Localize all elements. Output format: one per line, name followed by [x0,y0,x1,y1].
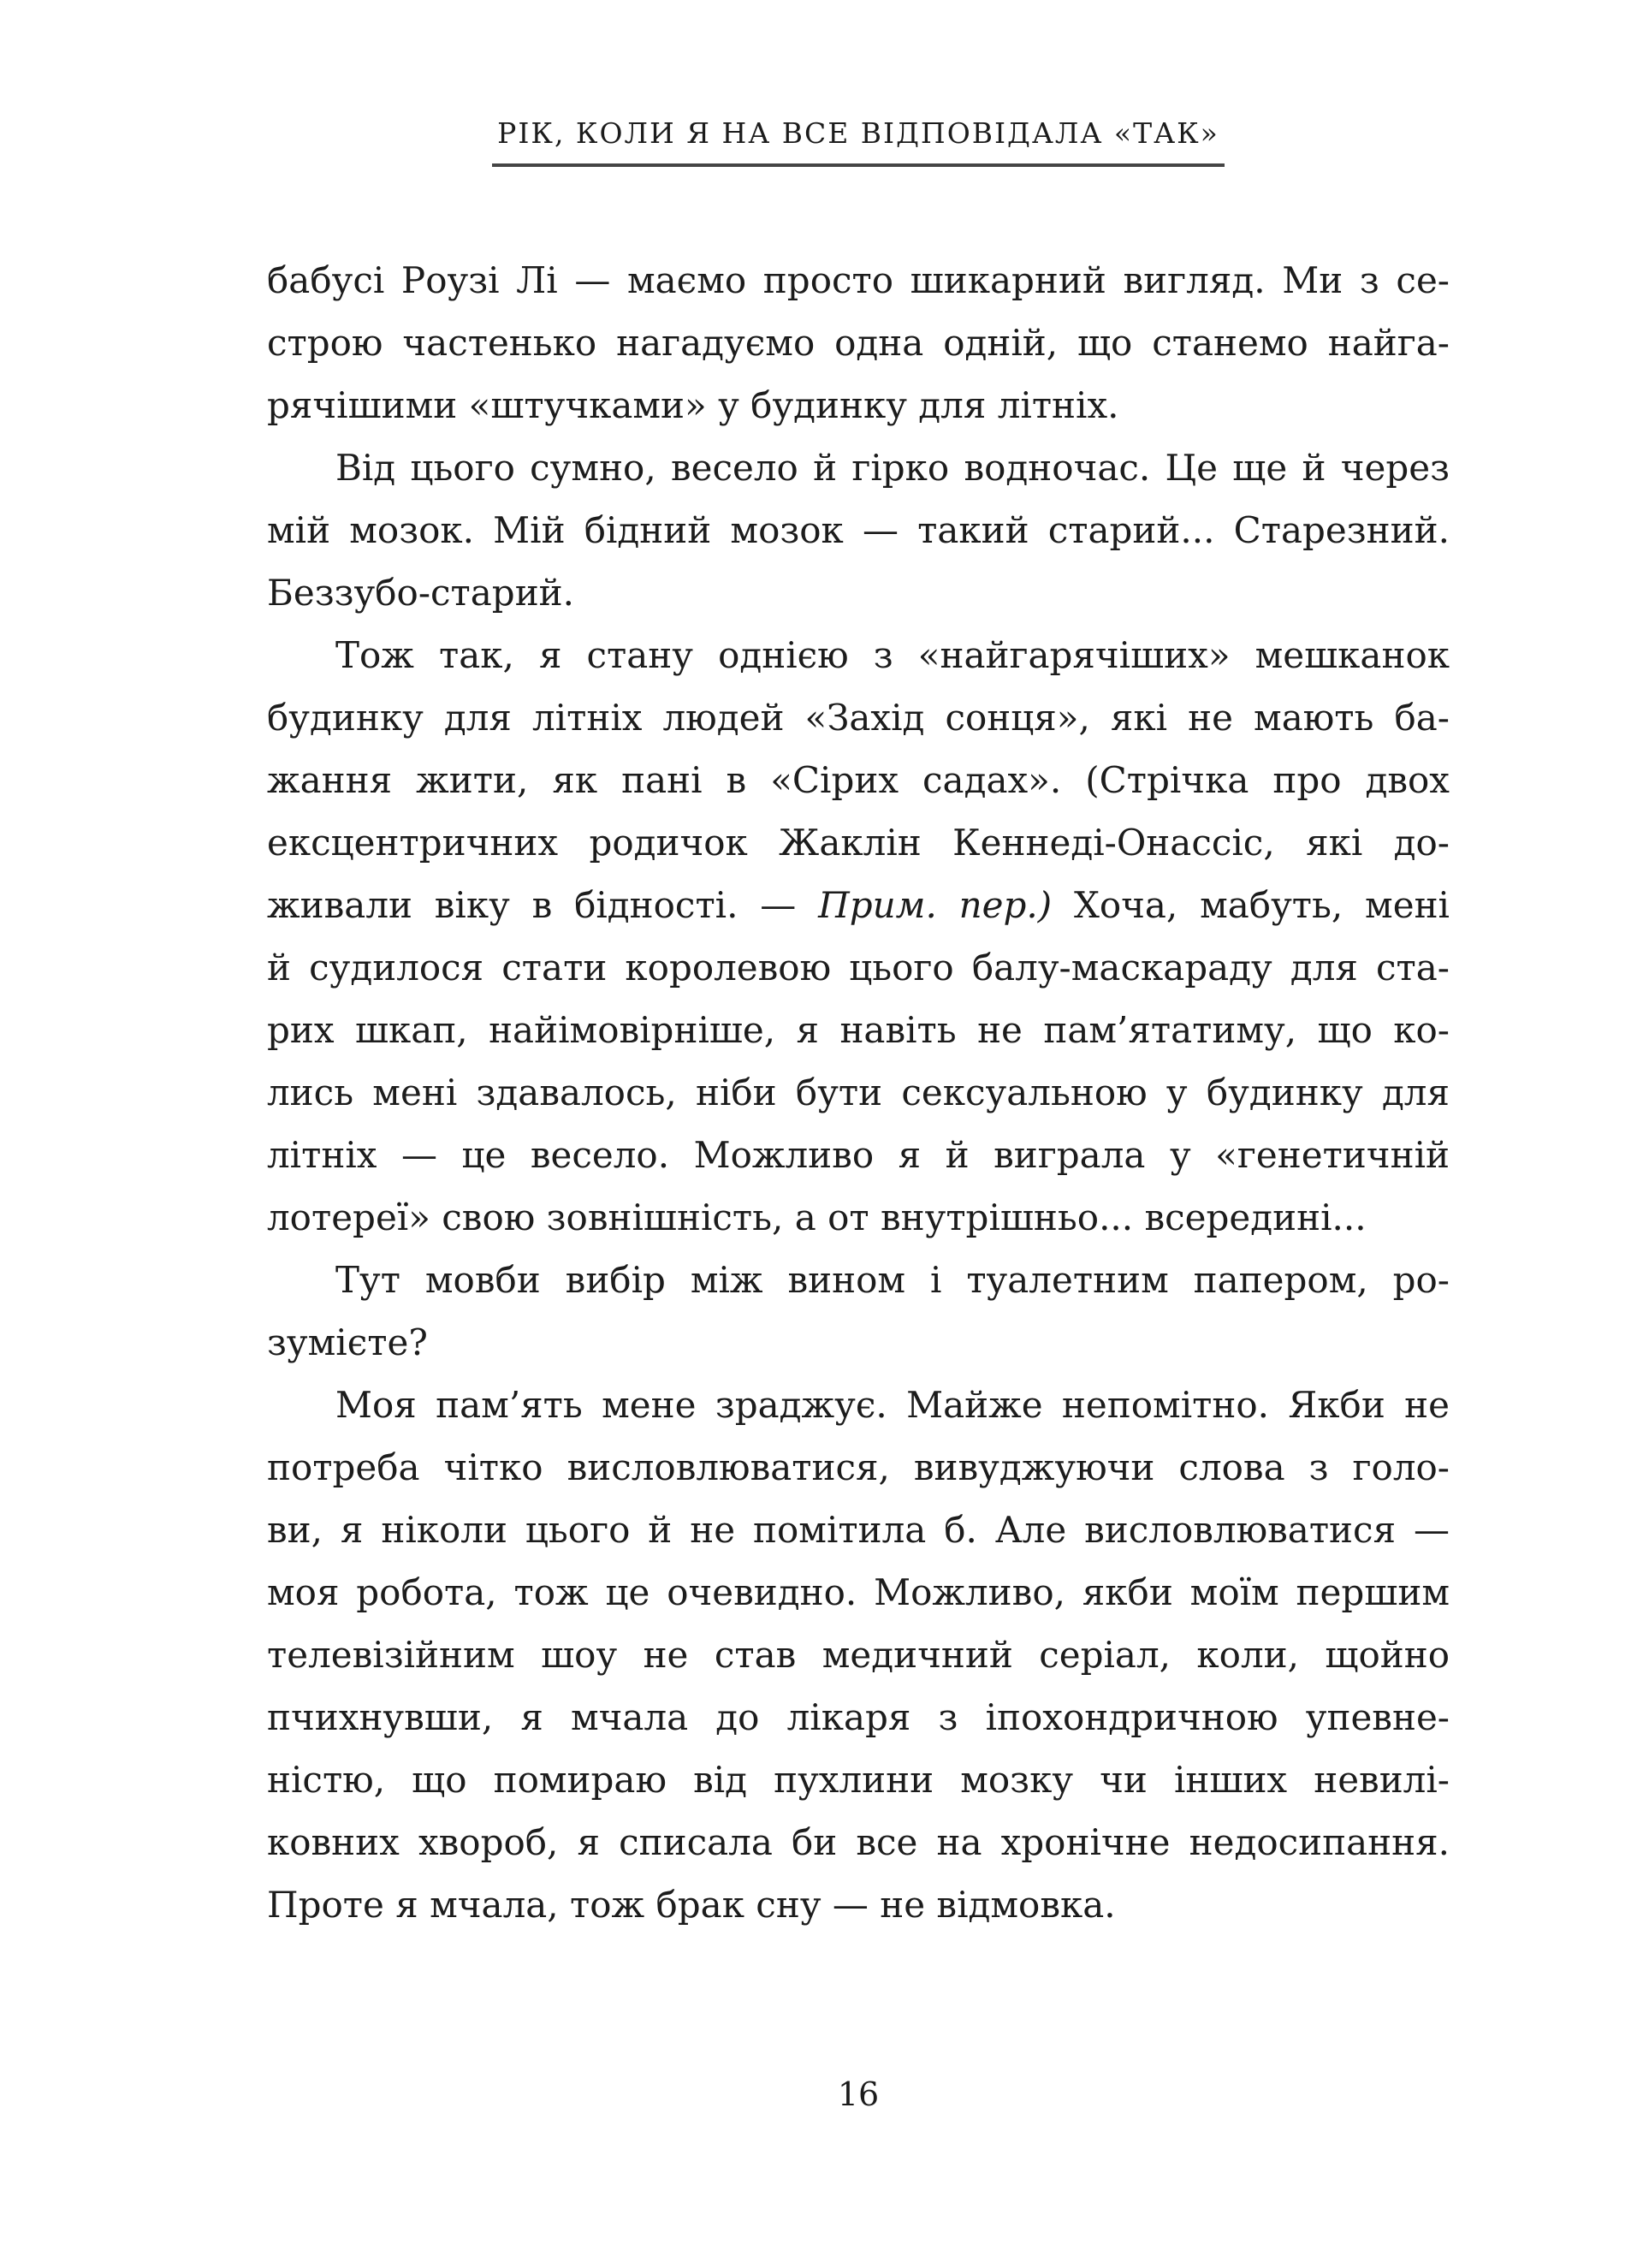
text-line: бабусі Роузі Лі — маємо просто шикарний вигляд. Ми з се- [267,259,1450,301]
text-line: зумієте? [267,1321,428,1363]
running-head-container [267,116,1450,167]
text-line: Тож так, я стану однією з «найгарячіших» мешканок [335,634,1450,676]
text-line: ністю, що помираю від пухлини мозку чи інших невилі- [267,1759,1450,1801]
text-line: потреба чітко висловлюватися, вивуджуючи слова з голо- [267,1446,1450,1488]
text-line: Проте я мчала, тож брак сну — не відмовка. [267,1884,1116,1926]
text-segment: Хоча, мабуть, мені [1052,884,1450,926]
text-line: строю частенько нагадуємо одна одній, що станемо найга- [267,322,1450,364]
text-line: моя робота, тож це очевидно. Можливо, якби моїм першим [267,1571,1450,1613]
page-number: 16 [837,2075,880,2113]
text-line: ви, я ніколи цього й не помітила б. Але висловлюватися — [267,1509,1450,1551]
text-line: й судилося стати королевою цього балу-маскараду для ста- [267,947,1450,989]
text-line: ковних хвороб, я списала би все на хронічне недосипання. [267,1821,1450,1863]
text-line: рячішими «штучками» у будинку для літніх. [267,384,1119,426]
text-line: будинку для літніх людей «Захід сонця», які не мають ба- [267,697,1450,739]
page-content [267,0,1450,2268]
text-line: літніх — це весело. Можливо я й виграла у «генетичній [267,1134,1450,1176]
running-head: РІК, КОЛИ Я НА ВСЕ ВІДПОВІДАЛА «ТАК» [492,116,1225,167]
text-line: мій мозок. Мій бідний мозок — такий старий... Старезний. [267,509,1450,551]
text-line: лись мені здавалось, ніби бути сексуальною у будинку для [267,1072,1450,1113]
text-line: жання жити, як пані в «Сірих садах». (Стрічка про двох [267,759,1450,801]
text-line: рих шкап, найімовірніше, я навіть не пам’ятатиму, що ко- [267,1009,1450,1051]
text-line: Від цього сумно, весело й гірко водночас. Це ще й через [335,447,1450,489]
text-line [267,874,1450,936]
text-line: пчихнувши, я мчала до лікаря з іпохондричною упевне- [267,1696,1450,1738]
text-line: Тут мовби вибір між вином і туалетним папером, ро- [335,1259,1450,1301]
body-text [267,249,1450,1936]
text-line: лотереї» свою зовнішність, а от внутрішньо... всередині... [267,1196,1367,1238]
translator-note-italic: Прим. пер.) [818,884,1053,926]
text-line: телевізійним шоу не став медичний серіал, коли, щойно [267,1634,1450,1676]
text-line: Моя пам’ять мене зраджує. Майже непомітно. Якби не [335,1384,1450,1426]
text-segment: живали віку в бідності. — [267,884,819,926]
text-line: Беззубо-старий. [267,572,575,614]
text-line: ексцентричних родичок Жаклін Кеннеді-Онассіс, які до- [267,822,1450,864]
